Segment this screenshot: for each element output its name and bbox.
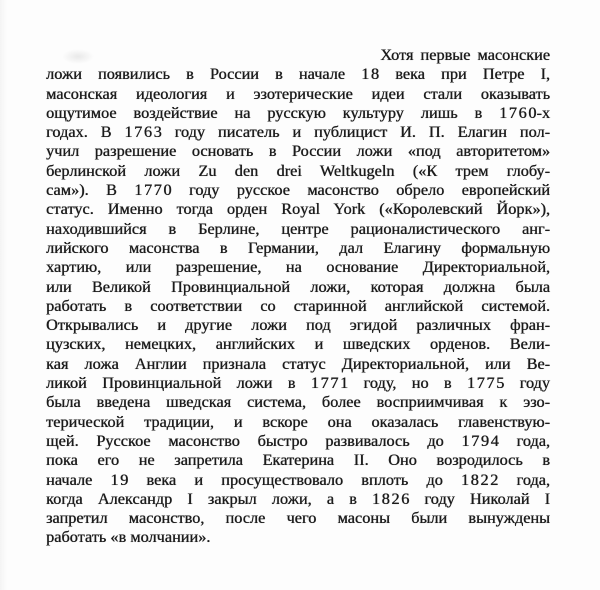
text-line: работать «в молчании». (46, 527, 211, 547)
text-line: начале 19 века и просуществовало вплоть до 1822 года, (46, 469, 550, 489)
text-line: щей. Русское масонство быстро развивалось до 1794 года, (46, 430, 550, 450)
text-line: ощутимое воздействие на русскую культуру лишь в 1760-х (46, 102, 550, 122)
text-line: или Великой Провинциальной ложи, которая должна была (46, 276, 550, 296)
text-line: учил разрешение основать в России ложи «под авторитетом» (46, 141, 550, 161)
text-line: годах. В 1763 году писатель и публицист И. П. Елагин пол- (46, 122, 550, 142)
text-line: когда Александр I закрыл ложи, а в 1826 году Николай I (46, 488, 550, 508)
text-line: находившийся в Берлине, центре рационалистического анг- (46, 218, 550, 238)
scan-edge-shading (0, 0, 7, 590)
text-line: ликой Провинциальной ложи в 1771 году, но в 1775 году (46, 373, 550, 393)
text-line: работать в соответствии со старинной английской системой. (46, 295, 550, 315)
year-number: 18 (361, 64, 381, 84)
paragraph (46, 45, 550, 547)
year-number: 1771 (310, 373, 350, 393)
year-number: 1763 (124, 122, 164, 142)
text-line: статус. Именно тогда орден Royal York («Королевский Йорк»), (46, 199, 550, 219)
year-number: 1775 (466, 373, 506, 393)
year-number: 1794 (461, 430, 501, 450)
year-number: 19 (110, 469, 130, 489)
year-number: 1826 (371, 488, 411, 508)
text-line: хартию, или разрешение, на основание Директориальной, (46, 257, 550, 277)
text-line: лийского масонства в Германии, дал Елагину формальную (46, 237, 550, 257)
year-number: 1760 (499, 102, 539, 122)
text-line: сам»). В 1770 году русское масонство обрело европейский (46, 180, 550, 200)
text-line: берлинской ложи Zu den drei Weltkugeln («К трем глобу- (46, 160, 550, 180)
text-line: была введена шведская система, более восприимчивая к эзо- (46, 392, 550, 412)
text-line: Открывались и другие ложи под эгидой различных фран- (46, 315, 550, 335)
year-number: 1822 (460, 469, 500, 489)
text-line: масонская идеология и эзотерические идеи стали оказывать (46, 83, 550, 103)
text-line: кая ложа Англии признала статус Директориальной, или Ве- (46, 353, 550, 373)
text-line: терической традиции, и вскоре она оказалась главенствую- (46, 411, 550, 431)
text-line: цузских, немецких, английских и шведских орденов. Вели- (46, 334, 550, 354)
text-line: запретил масонство, после чего масоны были вынуждены (46, 508, 550, 528)
text-line: пока его не запретила Екатерина II. Оно возродилось в (46, 450, 550, 470)
text-line: ложи появились в России в начале 18 века при Петре I, (46, 64, 551, 84)
text-line: Хотя первые масонские (380, 45, 550, 64)
year-number: 1770 (134, 180, 174, 200)
